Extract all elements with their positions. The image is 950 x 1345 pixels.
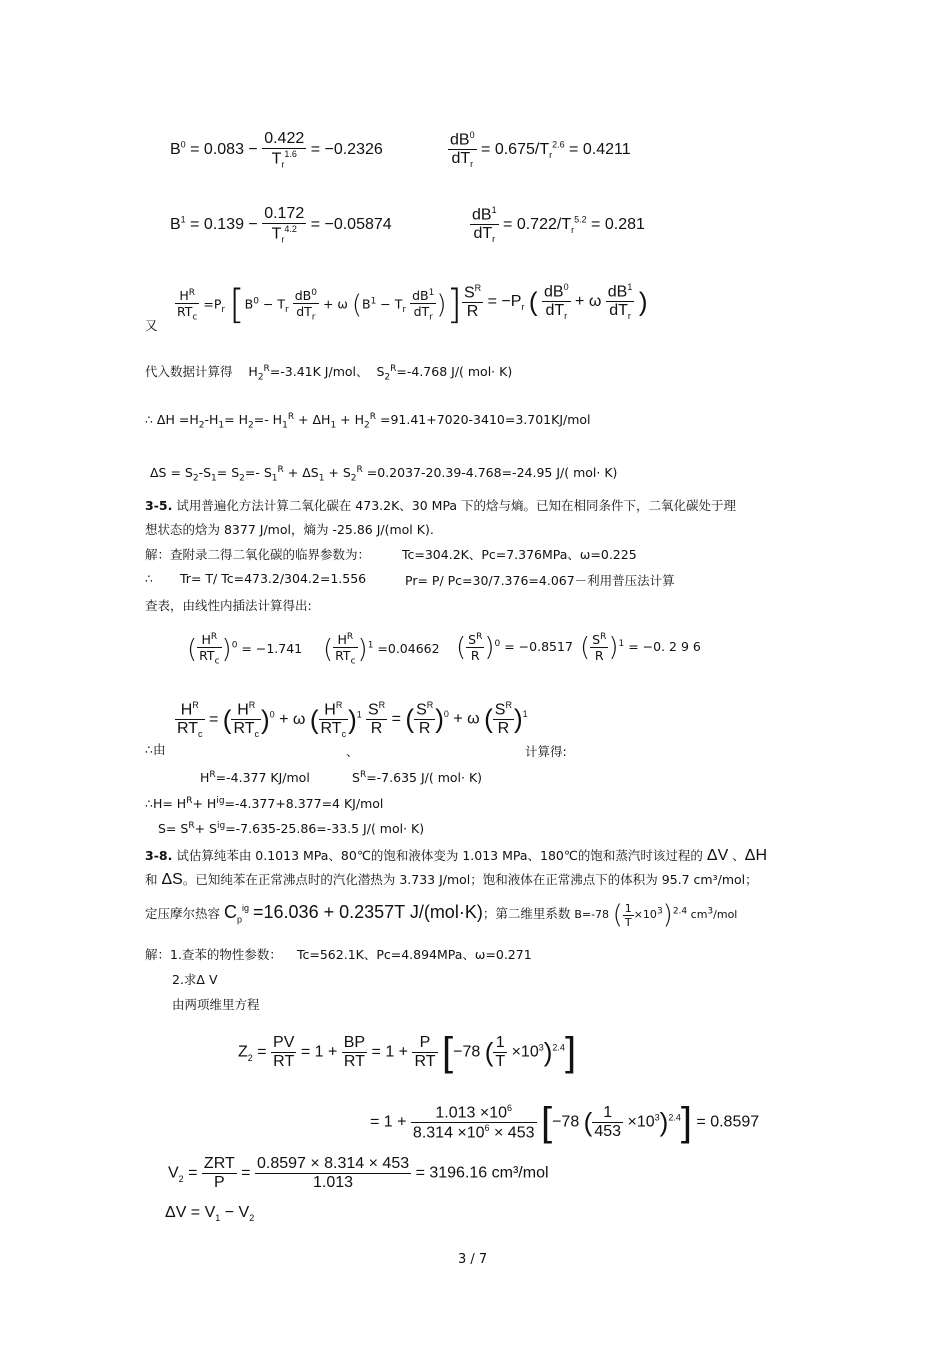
comma: 、 [346,744,359,759]
problem-3-8-line3: 定压摩尔热容 $C_p^{ig} =16.036 + 0.2357T$ J/(mol·K)；第二维里系数 B=-78 ( $\frac{1}{T}$ $\times 10^3)^{2.4}$ $cm^3$/mol [145,900,738,930]
ds-line: $\Delta S = S_2-S_1= S_2=-$ $S_1^R + \Delta S_1 + S_2^R =0.2037-20.39-4.768=-24.95$ J/( mol· K) [150,465,618,484]
hr-result: $H^R=-4.377$ KJ/mol [200,770,310,786]
eq-b1-left: $B^1 = 0.139$ − $\frac{0.172}{T_r^{4.2}}$ = −0.05874 [170,205,392,245]
pr-line: Pr= P/ Pc=30/7.376=4.067－利用普压法计算 [405,573,675,588]
hr1-value: ( $\frac{H^R}{RT_c}$ )$^1$ =0.04662 [323,632,440,667]
therefore-symbol: ∴ [145,571,153,586]
critical-params-benzene: Tc=562.1K、Pc=4.894MPa、ω=0.271 [297,947,532,962]
page-number: 3 / 7 [458,1252,488,1267]
problem-3-8-line2: 和 ΔS。已知纯苯在正常沸点时的汽化潜热为 3.733 J/mol；饱和液体在正常沸点下的体积为 95.7 cm³/mol； [145,871,758,888]
s-result: $S= S^R+ S^{ig}=-7.635-25.86=-33.5$ J/( mol· K) [158,821,425,837]
eq-b0-left: $B^0 = 0.083$ − $\frac{0.422}{T_r^{1.6}}$ = −0.2326 [170,130,383,170]
problem-3-5-line2: 想状态的焓为 8377 J/mol，熵为 -25.86 J/(mol K). [145,522,434,537]
you-label: 又 [145,318,158,333]
sub-data-line: 代入数据计算得 $H_2^R=-3.41K$ J/mol、 $S_2^R=-4.768$ J/( mol· K) [145,363,513,383]
delta-v-equation: $\Delta V = V_1 - V_2$ [165,1204,255,1224]
eq-hr-formula: $\frac{H^R}{RT_c}$ $=P_r$ [$B^0 - T_r$ $\frac{dB^0}{dT_r}$ + ω ($B^1 - T_r$ $\frac{dB^1}{dT_r}$ )] [177,282,463,328]
solution-2-line3: 由两项维里方程 [172,997,260,1012]
lookup-line: 查表，由线性内插法计算得出: [145,598,312,613]
sr-relation: $\frac{S^R}{R}$ = ( $\frac{S^R}{R}$ )$^0$ + ω ( $\frac{S^R}{R}$ )$^1$ [368,700,528,738]
dh-line: ∴ $\Delta H =H_2-H_1= H_2=-$ $H_1^R + \Delta H_1 + H_2^R =91.41+7020-3410=3.701KJ/mol$ [145,412,591,431]
sr1-value: ( $\frac{S^R}{R}$ )$^1$ = −0. 2 9 6 [580,632,701,664]
tr-line: Tr= T/ Tc=473.2/304.2=1.556 [180,571,367,586]
h-result: ∴H= $H^R+ H^{ig}=-4.377+8.377=4$ KJ/mol [145,796,384,812]
solution-2-line1: 解：1.查苯的物性参数： [145,947,282,962]
z2-calculation: = 1 + $\frac{1.013 \times 10^6}{8.314 \times 10^6 \times 453}$ [−78 ( $\frac{1}{453}$ $\times 10^3)^{2.4}] = 0.8597$ [370,1100,760,1144]
hr-relation: $\frac{H^R}{RT_c}$ = ( $\frac{H^R}{RT_c}$ )$^0$ + ω ( $\frac{H^R}{RT_c}$ )$^1$ [177,700,362,740]
sr0-value: ( $\frac{S^R}{R}$ )$^0$ = −0.8517 [456,632,573,664]
solution-1-line: 解：查附录二得二氧化碳的临界参数为： [145,547,371,562]
eq-b1-right: $\frac{dB^1}{dT_r}$ = $0.722/T_r^{5.2} = 0.281$ [472,205,645,245]
v2-equation: $V_2$ = $\frac{\text{ZRT}}{P}$ = $\frac{0.8597 \times 8.314 \times 453}{1.013}$ = 3196.16 cm³/mol [168,1155,549,1191]
eq-b0-right: $\frac{dB^0}{dT_r}$ = $0.675/T_r^{2.6} = 0.4211$ [450,130,631,170]
critical-params-co2: Tc=304.2K、Pc=7.376MPa、ω=0.225 [402,547,637,562]
calc-label: 计算得: [525,744,567,759]
hr0-value: ( $\frac{H^R}{RT_c}$ )$^0$ = −1.741 [187,632,303,667]
solution-2-line2: 2.求Δ V [172,972,218,987]
by-label: ∴由 [145,742,166,757]
eq-sr-formula: $\frac{S^R}{R}$ = $-P_r$ ( $\frac{dB^0}{dT_r}$ + ω $\frac{dB^1}{dT_r}$ ) [464,282,648,322]
z2-equation: $Z_2$ = $\frac{PV}{RT}$ = 1 + $\frac{BP}{RT}$ = 1 + $\frac{P}{RT}$ [−78 ( $\frac{1}{T}$ $\times 10^3)^{2.4}$] [238,1030,577,1074]
problem-3-8-line1: 3-8. 试估算纯苯由 0.1013 MPa、80℃的饱和液体变为 1.013 MPa、180℃的饱和蒸汽时该过程的 ΔV 、ΔH [145,847,768,864]
sr-result: $S^R=-7.635$ J/( mol· K) [352,770,483,786]
problem-3-5-line1: 3-5. 试用普遍化方法计算二氧化碳在 473.2K、30 MPa 下的焓与熵。已知在相同条件下，二氧化碳处于理 [145,498,737,513]
